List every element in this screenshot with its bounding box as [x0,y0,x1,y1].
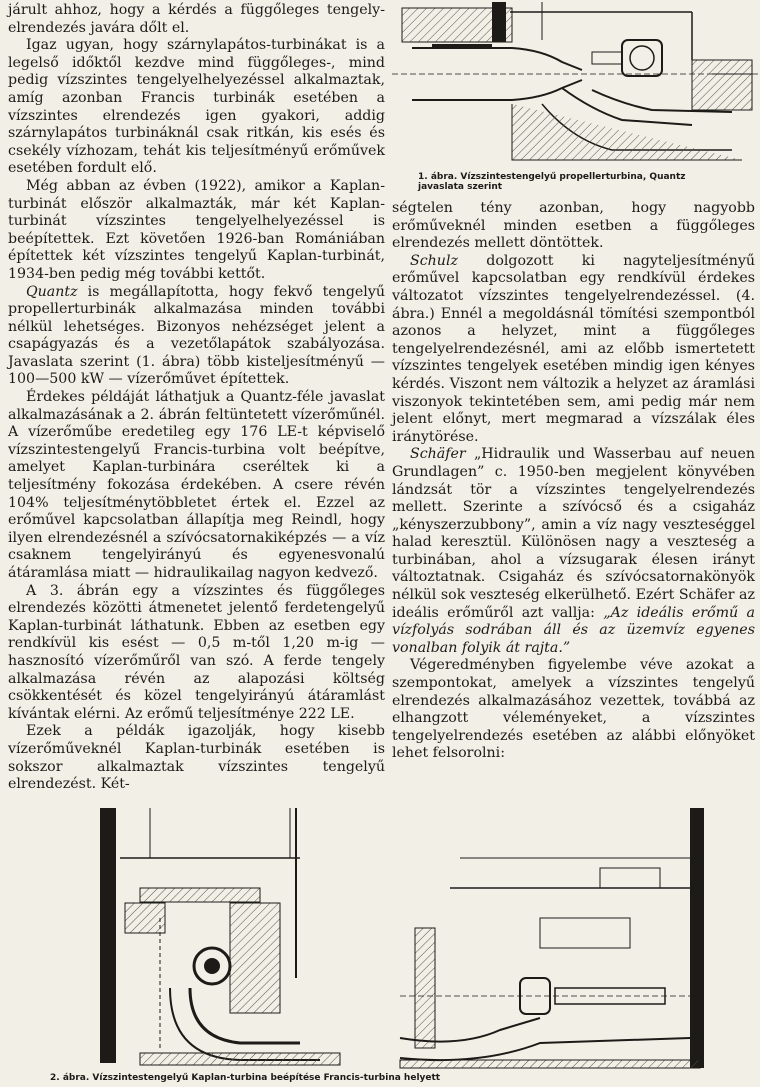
paragraph: járult ahhoz, hogy a kérdés a függőleges tengely-elrendezés javára dőlt el. [8,2,385,36]
right-column [392,200,755,763]
left-column [8,2,385,794]
paragraph-text: is megállapította, hogy fekvő tengelyű propellerturbinák alkalmazása minden további nélkül lehetséges. Bizonyos nehézséget jelent a csapágyazás és a vezetőlapátok szabályozása. Javaslata szerint (1. ábra) több kisteljesítményű — 100—500 kW — vízerőművet építettek. [8,283,385,388]
propeller-turbine-drawing [392,0,758,170]
figure-1-drawing [392,0,758,170]
paragraph: Végeredményben figyelembe véve azokat a szempontokat, amelyek a vízszintes tengelyű elrendezés alkalmazásához vezettek, továbbá az elhangzott véleményeket, a vízszintes tengelyelrendezés esetében az alábbi előnyöket lehet felsorolni: [392,657,755,762]
figure-1-caption: 1. ábra. Vízszintestengelyű propellerturbina, Quantz javaslata szerint [418,172,686,192]
author-name: Schäfer [410,446,466,463]
paragraph: Igaz ugyan, hogy szárnylapátos-turbinákat is a legelső időktől kezdve mind függőleges-, mind pedig vízszintes tengelyelhelyezéssel alkalmaztak, amíg azonban Francis turbinák esetében a vízszintes elrendezés igen gyakori, addig szárnylapátos turbináknál csak ritkán, kis esés és csekély vízhozam, tehát kis teljesítményű erőművek esetében fordult elő. [8,37,385,177]
author-name: Schulz [410,252,458,269]
figure-2-drawing [0,808,760,1070]
kaplan-turbine-installation-drawing [0,808,760,1070]
paragraph: Még abban az évben (1922), amikor a Kaplan-turbinát először alkalmazták, már két Kaplan-turbinát vízszintes tengelyelhelyezéssel is beépítettek. Ezt követően 1926-ban Romániában építettek két vízszintes tengelyű Kaplan-turbinát, 1934-ben pedig még további kettőt. [8,177,385,282]
paragraph: ségtelen tény azonban, hogy nagyobb erőműveknél minden esetben a függőleges elrendezés mellett döntöttek. [392,200,755,252]
figure-2-caption: 2. ábra. Vízszintestengelyű Kaplan-turbina beépítése Francis-turbina helyett [50,1073,441,1083]
paragraph-text: „Hidraulik und Wasserbau auf neuen Grundlagen” c. 1950-ben megjelent könyvében lándzsát tör a vízszintes tengelyelrendezés mellett. Szerinte a szívócső és a csigaház „kényszerzubbony”, amin a víz nagy veszteséggel halad keresztül. Különösen nagy a veszteség a turbinában, ahol a vízsugarak élesen irányt változtatnak. Csigaház és szívócsatornakönyök nélkül sok veszteség elkerülhető. Ezért Schäfer az ideális erőműről azt vallja: [392,446,755,621]
quotation: „Az ideális erőmű a vízfolyás sodrában áll és az üzemvíz egyenes vonalban folyik át rajta.” [392,604,755,656]
paragraph: A 3. ábrán egy a vízszintes és függőleges elrendezés közötti átmenetet jelentő ferdetengelyű Kaplan-turbinát láthatunk. Ebben az esetben egy rendkívül kis esést — 0,5 m-től 1,20 m-ig — hasznosító vízerőműről van szó. A ferde tengely alkalmazása révén az alapozási költség csökkentését és közel tengelyirányú átáramlást kívántak elérni. Az erőmű teljesítménye 222 LE. [8,582,385,722]
paragraph [392,253,755,447]
author-name: Quantz [26,283,78,300]
paragraph: Érdekes példáját láthatjuk a Quantz-féle javaslat alkalmazásának a 2. ábrán feltüntetett vízerőműnél. A vízerőműbe eredetileg egy 176 LE-t képviselő vízszintestengelyű Francis-turbina volt beépítve, amelyet Kaplan-turbinára cseréltek ki a teljesítmény fokozása érdekében. A csere révén 104% teljesítménytöbbletet értek el. Ezzel az erőművel kapcsolatban állapítja meg Reindl, hogy ilyen elrendezésnél a szívócsatornakiképzés — a víz csaknem tengelyirányú és egyenesvonalú átáramlása miatt — hidraulikailag nagyon kedvező. [8,389,385,581]
paragraph: Ezek a példák igazolják, hogy kisebb vízerőműveknél Kaplan-turbinák esetében is sokszor alkalmaztak vízszintes tengelyű elrendezést. Két- [8,723,385,793]
paragraph [8,284,385,390]
paragraph-text: dolgozott ki nagyteljesítményű erőművel kapcsolatban egy rendkívül érdekes változatot vízszintes tengelyelrendezéssel. (4. ábra.) Ennél a megoldásnál tömítési szempontból azonos a helyzet, mint a függőleges tengelyelrendezésnél, ami az előbb ismertetett vízszintes tengelyek esetében mindig igen kényes kérdés. Viszont nem változik a helyzet az áramlási viszonyok tekintetében sem, ami pedig már nem jelent előnyt, mert megmarad a vízszálak éles iránytörése. [392,252,755,445]
paragraph [392,446,755,657]
